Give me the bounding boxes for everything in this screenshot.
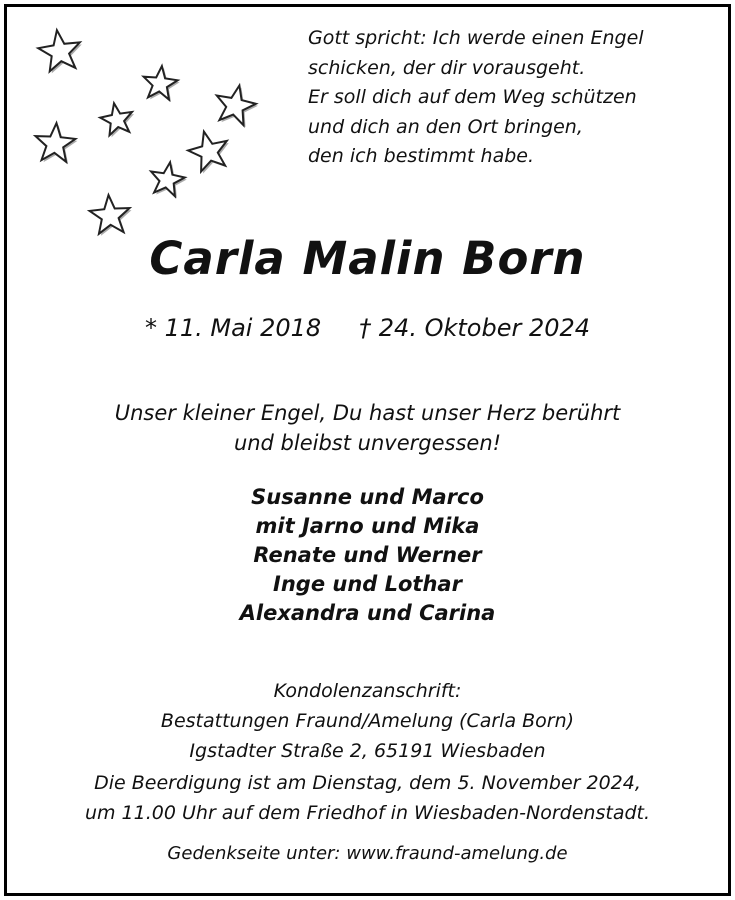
funeral-line: Die Beerdigung ist am Dienstag, dem 5. November 2024,: [94, 772, 641, 794]
verse-line: Er soll dich auf dem Weg schützen: [308, 86, 637, 108]
memorial-quote: [0, 398, 735, 458]
verse-line: Gott spricht: Ich werde einen Engel: [308, 27, 644, 49]
mourner-line: mit Jarno und Mika: [255, 514, 480, 538]
quote-line: Unser kleiner Engel, Du hast unser Herz berührt: [114, 401, 621, 425]
mourner-line: Inge und Lothar: [273, 572, 462, 596]
star-icon: [144, 66, 178, 100]
star-icon: [36, 123, 76, 162]
birth-date: * 11. Mai 2018: [144, 314, 322, 342]
mourner-line: Renate und Werner: [253, 543, 482, 567]
quote-line: und bleibst unvergessen!: [233, 431, 502, 455]
family-mourners: [0, 483, 735, 628]
deceased-name: Carla Malin Born: [149, 232, 586, 285]
verse-line: den ich bestimmt habe.: [308, 145, 534, 167]
contact-line: Igstadter Straße 2, 65191 Wiesbaden: [189, 740, 546, 762]
mourner-line: Alexandra und Carina: [239, 601, 496, 625]
life-dates: [0, 314, 735, 342]
verse-line: schicken, der dir vorausgeht.: [308, 56, 586, 79]
verse-line: und dich an den Ort bringen,: [308, 115, 583, 138]
star-icon: [151, 162, 185, 196]
bible-verse: [308, 24, 644, 172]
funeral-info: [0, 768, 735, 828]
contact-line: Kondolenzanschrift:: [273, 680, 462, 702]
contact-line: Bestattungen Fraund/Amelung (Carla Born): [160, 710, 575, 732]
stars-decoration: [0, 0, 300, 260]
death-date: † 24. Oktober 2024: [359, 314, 591, 342]
mourner-line: Susanne und Marco: [251, 485, 484, 509]
memorial-website: Gedenkseite unter: www.fraund-amelung.de: [167, 843, 568, 864]
star-icon: [217, 86, 256, 126]
funeral-line: um 11.00 Uhr auf dem Friedhof in Wiesbaden-Nordenstadt.: [84, 802, 651, 824]
condolence-address: [0, 676, 735, 766]
